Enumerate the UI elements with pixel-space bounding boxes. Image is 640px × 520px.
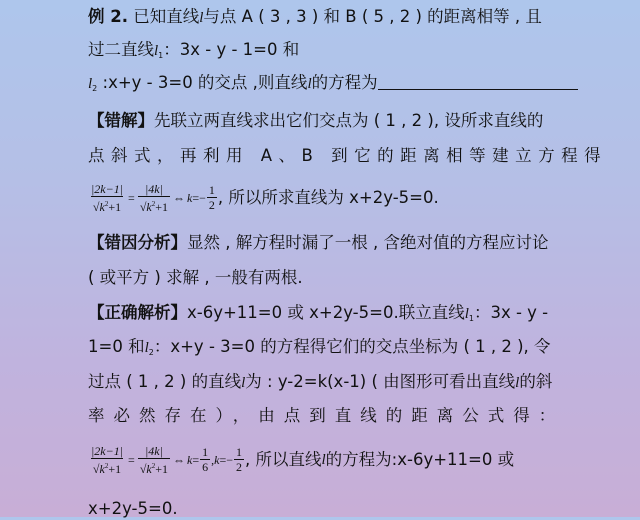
wrong-solution-line-1: 【错解】先联立两直线求出它们交点为 ( 1 , 2 ), 设所求直线的 — [88, 111, 544, 130]
problem-label: 例 2. — [88, 7, 128, 26]
answer-blank — [378, 73, 578, 90]
wrong-solution-line-3: $\frac{|2k-1|}{√k^2+1}$ = $\frac{|4k|}{√k^2+1}$ ⇔ k =− $\frac{1}{2}$ , 所以所求直线为 x+2y-5=0. — [88, 178, 439, 218]
error-analysis-line-2: ( 或平方 ) 求解 , 一般有两根. — [88, 268, 303, 287]
error-analysis-line-1: 【错因分析】显然 , 解方程时漏了一根 , 含绝对值的方程应讨论 — [88, 233, 549, 252]
correct-solution-line-2: 1=0 和$l_2$：x+y - 3=0 的方程得它们的交点坐标为 ( 1 , 2 ), 令 — [88, 337, 551, 357]
problem-line-3: $l_2$ :x+y - 3=0 的交点 ,则直线l的方程为 — [88, 72, 578, 100]
correct-solution-line-3: 过点 ( 1 , 2 ) 的直线l为 : y-2=k(x-1) ( 由图形可看出直线l的斜 — [88, 372, 553, 391]
problem-line-2: 过二直线$l_1$：3x - y - 1=0 和 — [88, 40, 300, 60]
wrong-solution-tag: 【错解】 — [88, 111, 154, 130]
problem-line-1: 例 2. 已知直线l与点 A ( 3 , 3 ) 和 B ( 5 , 2 ) 的距离相等 , 且 — [88, 7, 542, 26]
wrong-solution-line-2: 点斜式，再利用 A、B 到它的距离相等建立方程得 — [88, 146, 608, 165]
iff-symbol: ⇔ — [173, 191, 186, 205]
distance-equation-correct: $\frac{|2k-1|}{√k^2+1}$ = $\frac{|4k|}{√k^2+1}$ ⇔ k = $\frac{1}{6}$ , k =− $\frac{1}{2}$ — [91, 443, 242, 476]
correct-solution-tag: 【正确解析】 — [88, 303, 187, 322]
iff-symbol: ⇔ — [173, 453, 186, 467]
correct-solution-line-1: 【正确解析】x-6y+11=0 或 x+2y-5=0.联立直线$l_1$：3x - y - — [88, 303, 549, 323]
correct-solution-line-5: $\frac{|2k-1|}{√k^2+1}$ = $\frac{|4k|}{√k^2+1}$ ⇔ k = $\frac{1}{6}$ , k =− $\frac{1}{2}$ , 所以直线 l 的方程为:x-6y+11=0 或 — [88, 440, 514, 480]
error-analysis-tag: 【错因分析】 — [88, 233, 187, 252]
correct-solution-line-4: 率必然存在），由点到直线的距离公式得： — [88, 406, 565, 425]
distance-equation: $\frac{|2k-1|}{√k^2+1}$ = $\frac{|4k|}{√k^2+1}$ ⇔ k =− $\frac{1}{2}$ — [91, 181, 215, 214]
correct-solution-line-6: x+2y-5=0. — [88, 499, 178, 518]
